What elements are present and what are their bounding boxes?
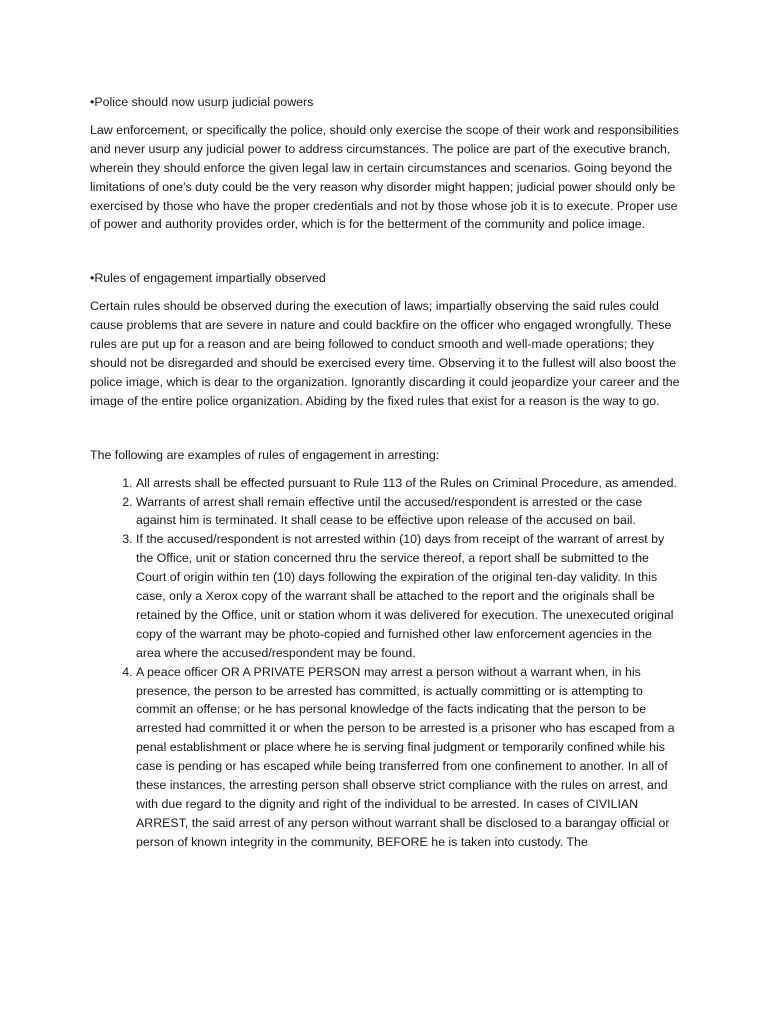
section-heading-judicial-powers: •Police should now usurp judicial powers [90, 95, 314, 109]
document-content [90, 93, 680, 852]
rules-list-item: 4. A peace officer OR A PRIVATE PERSON may arrest a person without a warrant when, in his presence, the person to be arrested has committed, is actually committing or is attempting to commit an offense; or he has personal knowledge of the facts indicating that the person to be arrested had committed it or when the person to be arrested is a prisoner who has escaped from a penal establishment or place where he is serving final judgment or temporarily confined while his case is pending or has escaped while being transferred from one confinement to another. In all of these instances, the arresting person shall observe strict compliance with the rules on arrest, and with due regard to the dignity and right of the individual to be arrested. In cases of CIVILIAN ARREST, the said arrest of any person without warrant shall be disclosed to a barangay official or person of known integrity in the community, BEFORE he is taken into custody. The [136, 663, 680, 852]
rules-list-item: 1. All arrests shall be effected pursuant to Rule 113 of the Rules on Criminal Procedure, as amended. [136, 474, 680, 493]
section-body-rules-of-engagement: Certain rules should be observed during the execution of laws; impartially observing the said rules could cause problems that are severe in nature and could backfire on the officer who engaged wrongfully. These rules are put up for a reason and are being followed to conduct smooth and well-made operations; they should not be disregarded and should be exercised every time. Observing it to the fullest will also boost the police image, which is dear to the organization. Ignorantly discarding it could jeopardize your career and the image of the entire police organization. Abiding by the fixed rules that exist for a reason is the way to go. [90, 299, 680, 408]
examples-intro: The following are examples of rules of engagement in arresting: [90, 447, 440, 462]
rules-list-item: 2. Warrants of arrest shall remain effective until the accused/respondent is arrested or the case against him is terminated. It shall cease to be effective upon release of the accused on bail. [136, 493, 680, 531]
section-heading-rules-of-engagement: •Rules of engagement impartially observed [90, 271, 326, 286]
rules-list [90, 474, 680, 852]
rules-list-item: 3. If the accused/respondent is not arrested within (10) days from receipt of the warrant of arrest by the Office, unit or station concerned thru the service thereof, a report shall be submitted to the Court of origin within ten (10) days following the expiration of the original ten-day validity. In this case, only a Xerox copy of the warrant shall be attached to the report and the originals shall be retained by the Office, unit or station whom it was delivered for execution. The unexecuted original copy of the warrant may be photo-copied and furnished other law enforcement agencies in the area where the accused/respondent may be found. [136, 530, 680, 662]
section-body-judicial-powers: Law enforcement, or specifically the police, should only exercise the scope of their work and responsibilities and never usurp any judicial power to address circumstances. The police are part of the executive branch, wherein they should enforce the given legal law in certain circumstances and scenarios. Going beyond the limitations of one’s duty could be the very reason why disorder might happen; judicial power should only be exercised by those who have the proper credentials and not by those whose job it is to execute. Proper use of power and authority provides order, which is for the betterment of the community and police image. [90, 122, 679, 232]
